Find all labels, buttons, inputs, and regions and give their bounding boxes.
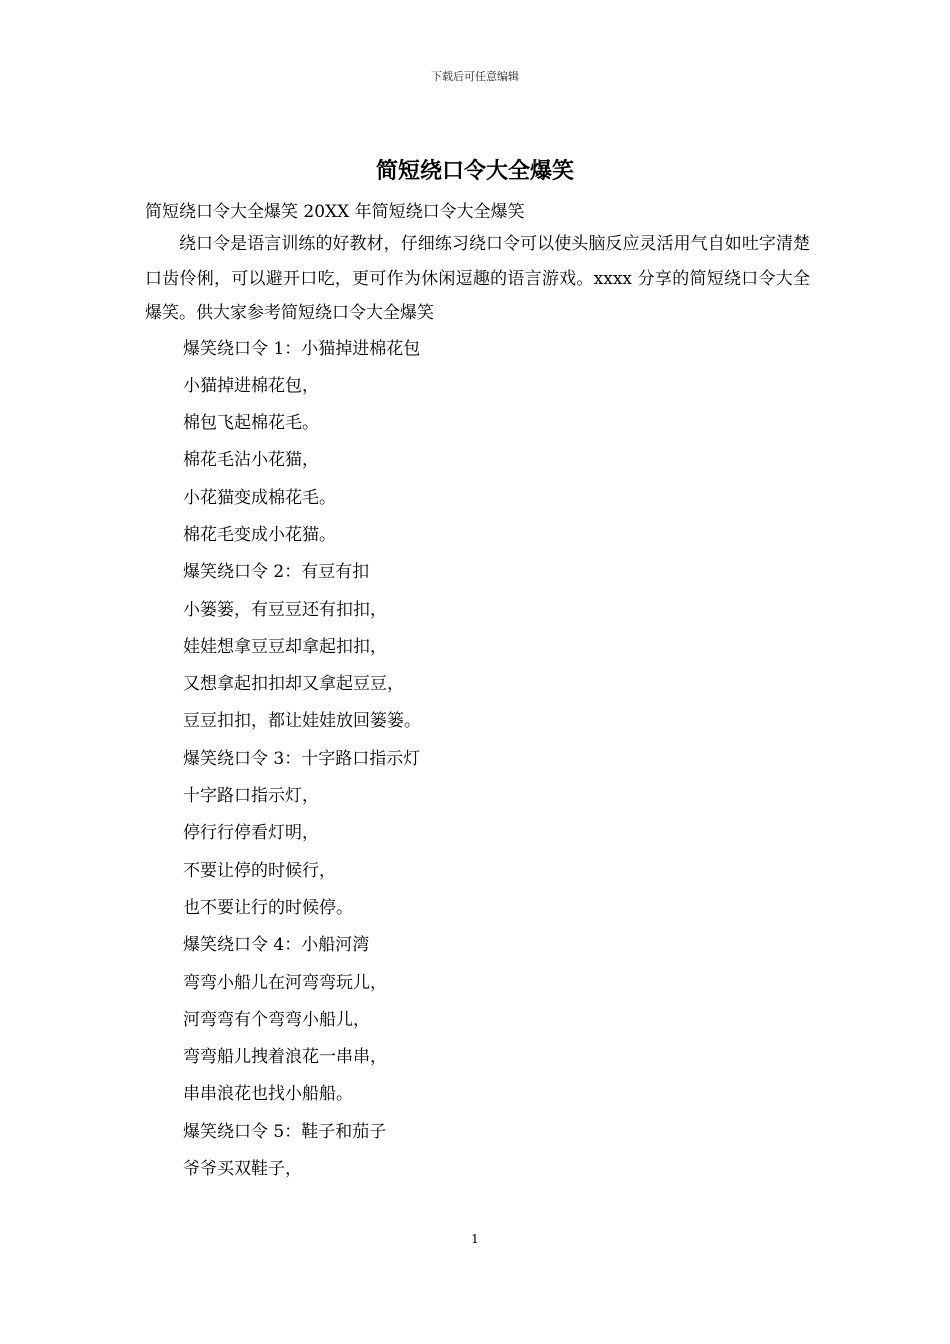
text-line: 棉花毛变成小花猫。 xyxy=(183,524,336,545)
text-line: 河弯弯有个弯弯小船儿， xyxy=(183,1009,370,1030)
text-line: 十字路口指示灯， xyxy=(183,786,319,807)
page-number: 1 xyxy=(471,1232,479,1246)
text-line: 不要让停的时候行， xyxy=(183,860,336,881)
text-line: 爆笑绕口令 4：小船河湾 xyxy=(183,935,370,956)
text-line: 爆笑绕口令 5：鞋子和茄子 xyxy=(183,1121,387,1142)
text-line: 又想拿起扣扣却又拿起豆豆， xyxy=(183,674,404,695)
text-line: 小篓篓，有豆豆还有扣扣， xyxy=(183,599,387,620)
text-line: 豆豆扣扣，都让娃娃放回篓篓。 xyxy=(183,711,421,732)
tongue-twister-lines xyxy=(145,331,810,1189)
text-line: 小猫掉进棉花包， xyxy=(183,375,319,396)
text-line: 串串浪花也找小船船。 xyxy=(183,1084,353,1105)
text-line: 弯弯船儿拽着浪花一串串， xyxy=(183,1047,387,1068)
text-line: 棉花毛沾小花猫， xyxy=(183,450,319,471)
text-line: 爷爷买双鞋子， xyxy=(183,1159,302,1180)
document-title: 简短绕口令大全爆笑 xyxy=(375,158,574,184)
header-note: 下载后可任意编辑 xyxy=(431,70,519,83)
intro-paragraph: 绕口令是语言训练的好教材，仔细练习绕口令可以使头脑反应灵活用气自如吐字清楚口齿伶俐，可以避开口吃，更可作为休闲逗趣的语言游戏。xxxx 分享的简短绕口令大全爆笑。供大家参考简短绕口令大全爆笑 xyxy=(145,234,810,323)
document-body xyxy=(145,198,810,1188)
text-line: 娃娃想拿豆豆却拿起扣扣， xyxy=(183,636,387,657)
text-line: 爆笑绕口令 3：十字路口指示灯 xyxy=(183,748,421,769)
text-line: 爆笑绕口令 2：有豆有扣 xyxy=(183,562,370,583)
text-line: 也不要让行的时候停。 xyxy=(183,897,353,918)
text-line: 弯弯小船儿在河弯弯玩儿， xyxy=(183,972,387,993)
text-line: 棉包飞起棉花毛。 xyxy=(183,413,319,434)
text-line: 停行行停看灯明， xyxy=(183,823,319,844)
text-line: 小花猫变成棉花毛。 xyxy=(183,487,336,508)
text-line: 爆笑绕口令 1：小猫掉进棉花包 xyxy=(183,338,421,359)
document-subtitle: 简短绕口令大全爆笑 20XX 年简短绕口令大全爆笑 xyxy=(145,202,525,222)
